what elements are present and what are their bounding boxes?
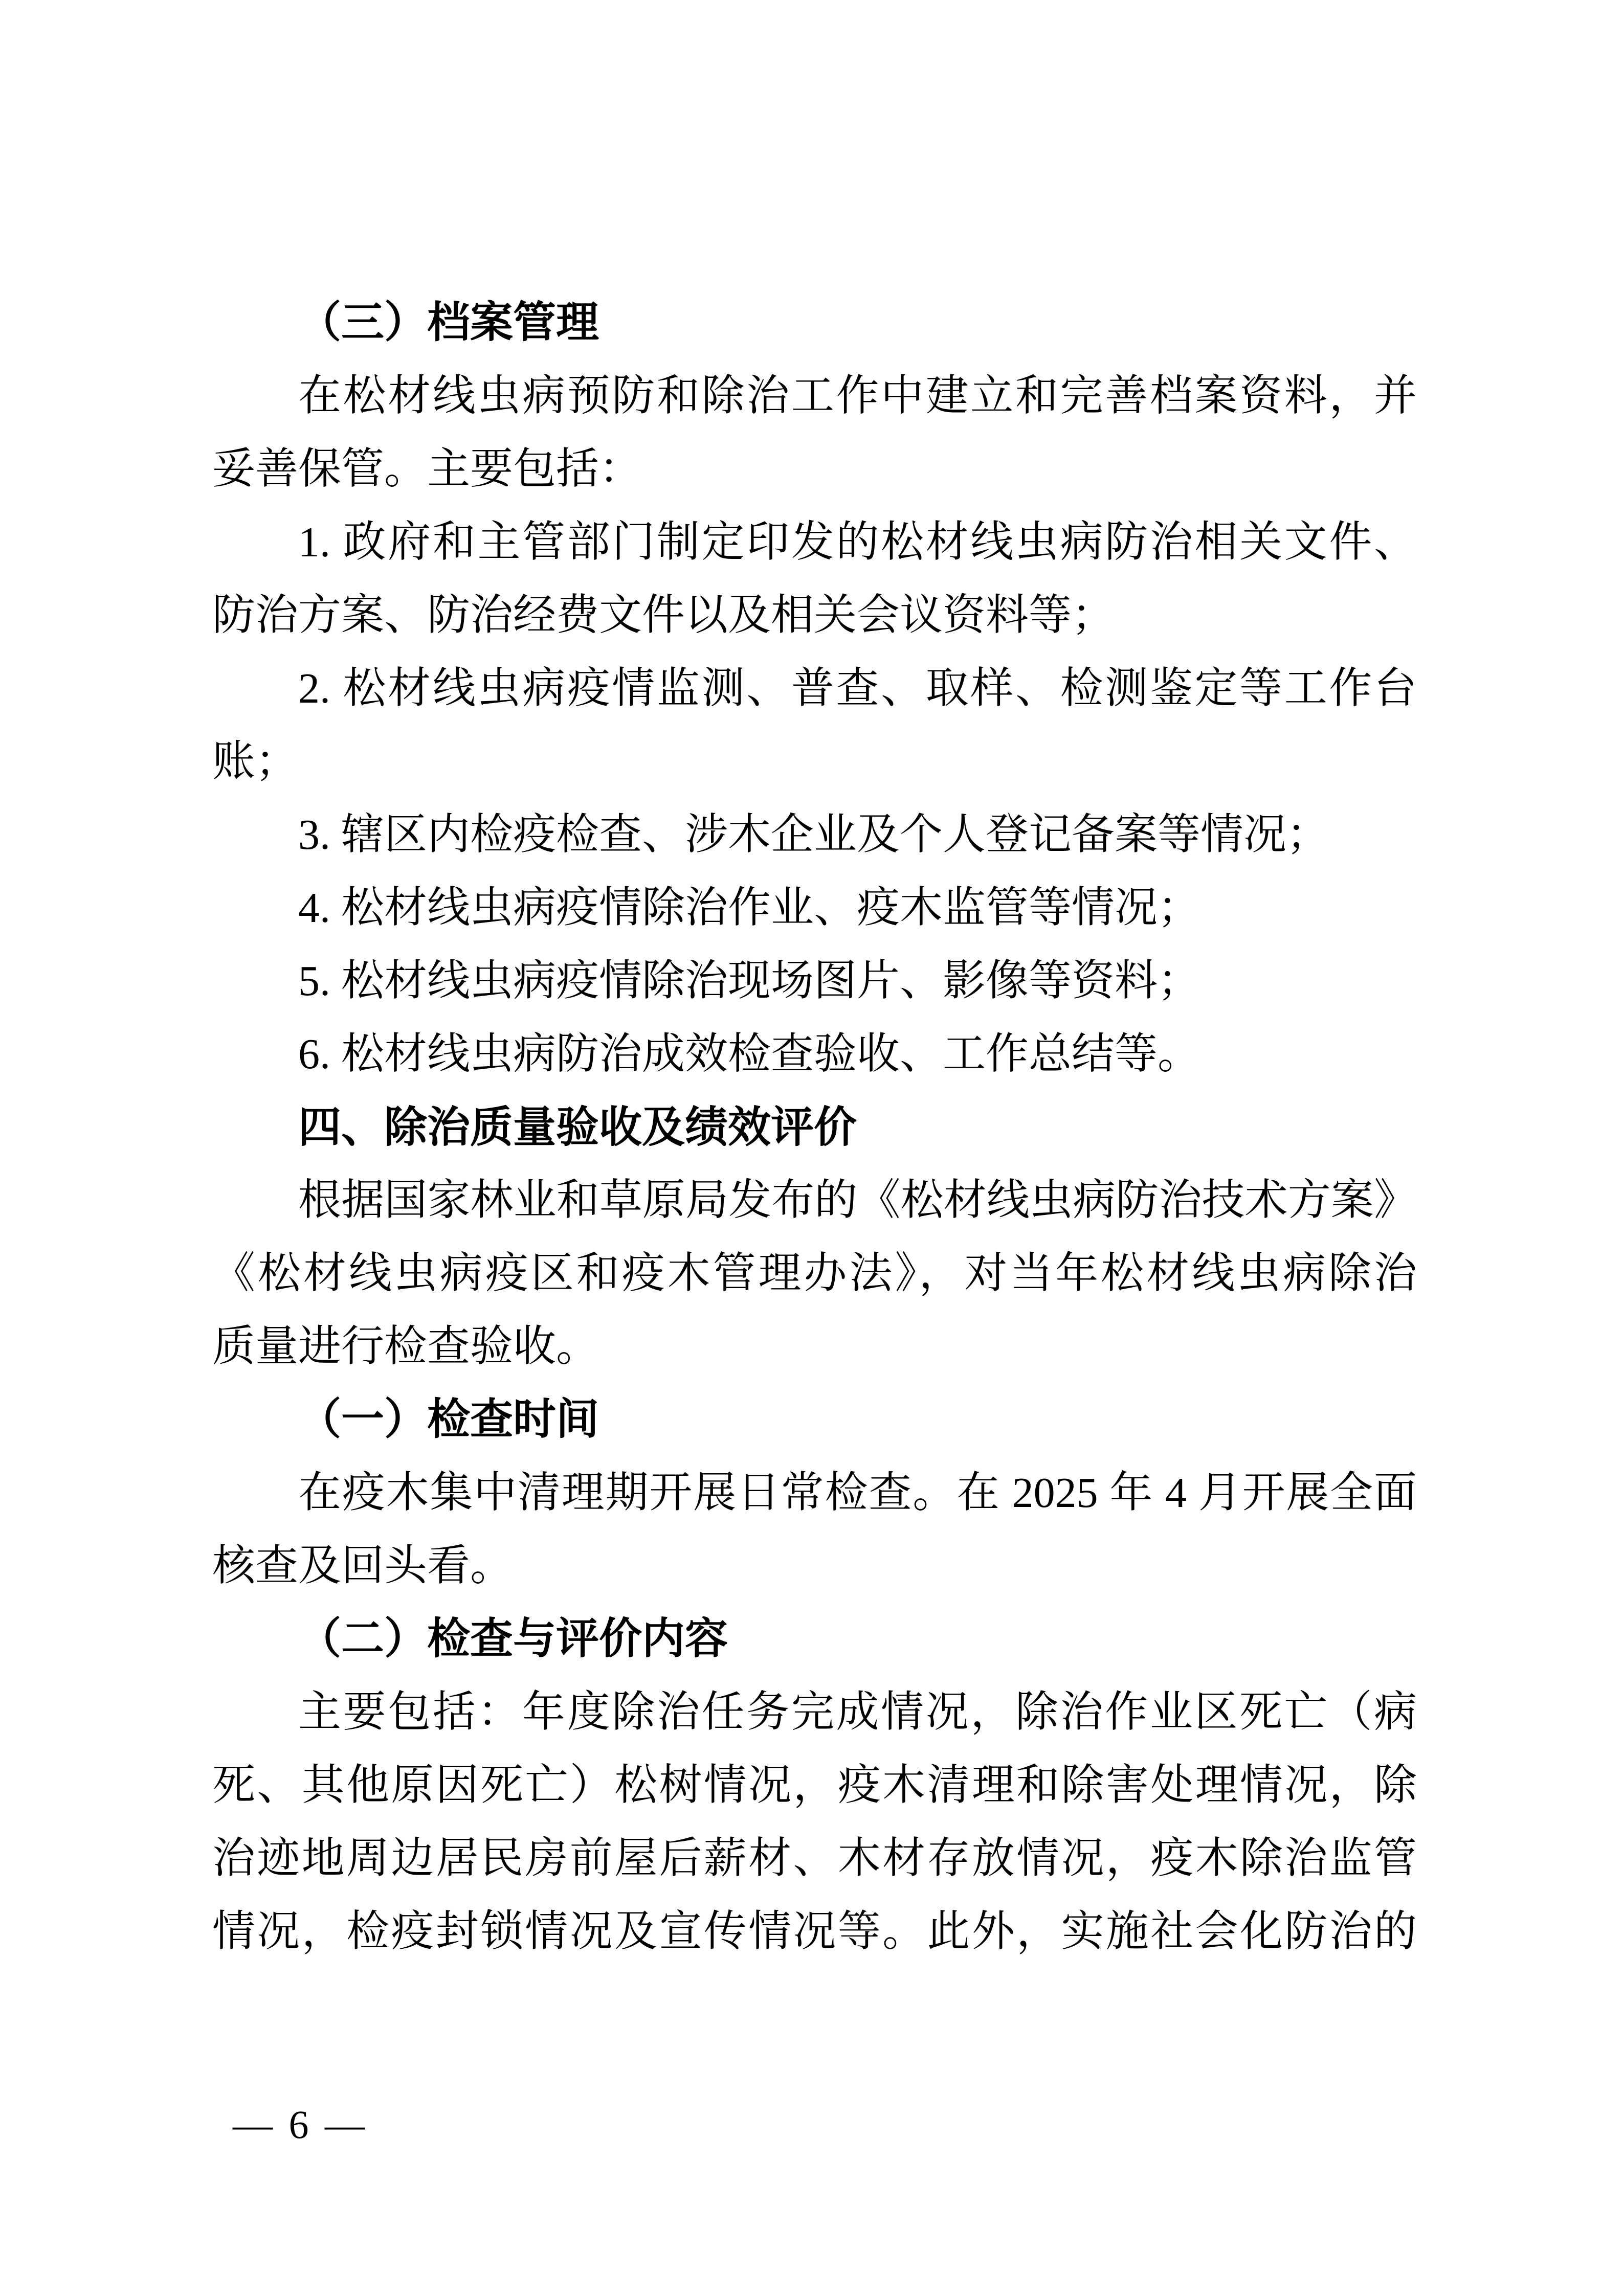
text-line: 死、其他原因死亡）松树情况，疫木清理和除害处理情况，除 — [212, 1762, 1417, 1809]
text-line: 在松材线虫病预防和除治工作中建立和完善档案资料，并 — [298, 372, 1417, 420]
text-line: 主要包括：年度除治任务完成情况，除治作业区死亡（病 — [298, 1689, 1417, 1736]
list-item-4: 4. 松材线虫病疫情除治作业、疫木监管等情况； — [298, 884, 1201, 932]
text-line: 质量进行检查验收。 — [212, 1323, 599, 1370]
list-item-6: 6. 松材线虫病防治成效检查验收、工作总结等。 — [298, 1030, 1201, 1078]
text-line: 核查及回头看。 — [212, 1542, 514, 1590]
document-body — [212, 286, 1417, 1968]
text-line: 防治方案、防治经费文件以及相关会议资料等； — [212, 592, 1115, 639]
heading-section-3-archive-management: （三）档案管理 — [298, 299, 599, 347]
text-line: 情况，检疫封锁情况及宣传情况等。此外，实施社会化防治的 — [212, 1908, 1417, 1955]
heading-section-4-quality-acceptance: 四、除治质量验收及绩效评价 — [298, 1103, 857, 1151]
text-line: 在疫木集中清理期开展日常检查。在 2025 年 4 月开展全面 — [298, 1469, 1417, 1517]
list-item-5: 5. 松材线虫病疫情除治现场图片、影像等资料； — [298, 957, 1201, 1005]
heading-check-time: （一）检查时间 — [298, 1396, 599, 1444]
page-number: — 6 — — [233, 2102, 368, 2147]
text-line: 根据国家林业和草原局发布的《松材线虫病防治技术方案》 — [298, 1177, 1417, 1224]
text-line: 《松材线虫病疫区和疫木管理办法》，对当年松材线虫病除治 — [212, 1250, 1417, 1297]
list-item-2: 2. 松材线虫病疫情监测、普查、取样、检测鉴定等工作台 — [298, 665, 1417, 712]
text-line: 治迹地周边居民房前屋后薪材、木材存放情况，疫木除治监管 — [212, 1835, 1417, 1882]
list-item-1: 1. 政府和主管部门制定印发的松材线虫病防治相关文件、 — [298, 519, 1417, 566]
heading-check-and-evaluation-content: （二）检查与评价内容 — [298, 1615, 728, 1663]
list-item-3: 3. 辖区内检疫检查、涉木企业及个人登记备案等情况； — [298, 811, 1330, 859]
text-line: 账； — [212, 738, 299, 785]
text-line: 妥善保管。主要包括： — [212, 445, 642, 493]
